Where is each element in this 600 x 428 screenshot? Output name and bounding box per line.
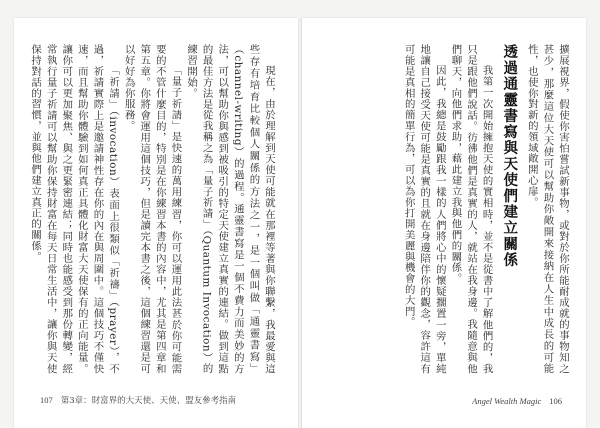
body-paragraph: 我第一次開始擁抱天使的實相時，並不是從書中了解他們的，我只是跟他們說話。彷彿他們是真實的人，就站在我身邊。我隨意與他們聊天，向他們求助，藉此建立我與他們的關係。: [449, 44, 493, 374]
page-number: 107: [40, 395, 53, 405]
body-paragraph: 「量子祈請」是快速的萬用練習，你可以運用此法甚於你可能需要的不管什麼目的，特別是在你練習本書的內容中，尤其是第四章和第五章。你將會運用這個技巧，但是讀完本書之後，這個練習還是可以好好為你服務。: [122, 44, 182, 374]
chapter-running-head: 第3章：財富界的大天使、天使、盟友參考指南: [60, 396, 237, 406]
left-page-body: [29, 44, 276, 374]
body-paragraph: 現在，由於理解到天使可能就在那裡等著與你聯繫，我最愛與這些存有培育比較個人關係的方法之一，是一個叫做「通靈書寫」（channel-writing）的過程。通靈書寫是一個不費力而美妙的方法，可以幫助你與感到被吸引的特定天使建立真實的連結。做到這點的最佳方法是從我稱之為「量子祈請」（Quantum Invocation）的練習開始。: [185, 44, 275, 374]
right-page-footer: [472, 396, 562, 406]
right-page-body: [332, 44, 570, 374]
body-paragraph: 因此，我總是鼓勵跟我一樣的人們將心中的懷疑擱置一旁，單純地讓自己接受天使可能是真實的且就在身邊陪伴你的觀念，容許這有可能是真相的簡單行為，可以為你打開美麗與機會的大門。: [402, 44, 446, 374]
right-page: [302, 18, 586, 428]
left-page-footer: [40, 394, 236, 406]
left-page: [14, 18, 298, 428]
body-paragraph: 「祈請」（invocation）表面上很類似「祈禱」（prayer），不過，祈請實際上是邀請神性存在你的內在與周圍中。這個技巧不僅快速，而且幫助你體驗到如何真正具體化財富大天使保有的正向能量。讓你可以更加聚焦、與之更緊密連結；同時也能感受到那份轉變，經常執行量子祈請可以幫助你保持財富在每天日常生活中，讓你與天使保持對話的習慣，並與他們建立真正的關係。: [29, 44, 120, 374]
page-number: 106: [549, 396, 562, 406]
book-running-title: Angel Wealth Magic: [472, 396, 542, 406]
section-heading: 透過通靈書寫與天使們建立關係: [501, 44, 518, 268]
body-paragraph: 擴展視界，假使你害怕嘗試新事物，或對於你所能耐成就的事物知之甚少，那麼這位大天使可以幫助你敞開來接納在人生中成長的可能性，也使你對新的領域敞開心扉。: [525, 44, 569, 374]
